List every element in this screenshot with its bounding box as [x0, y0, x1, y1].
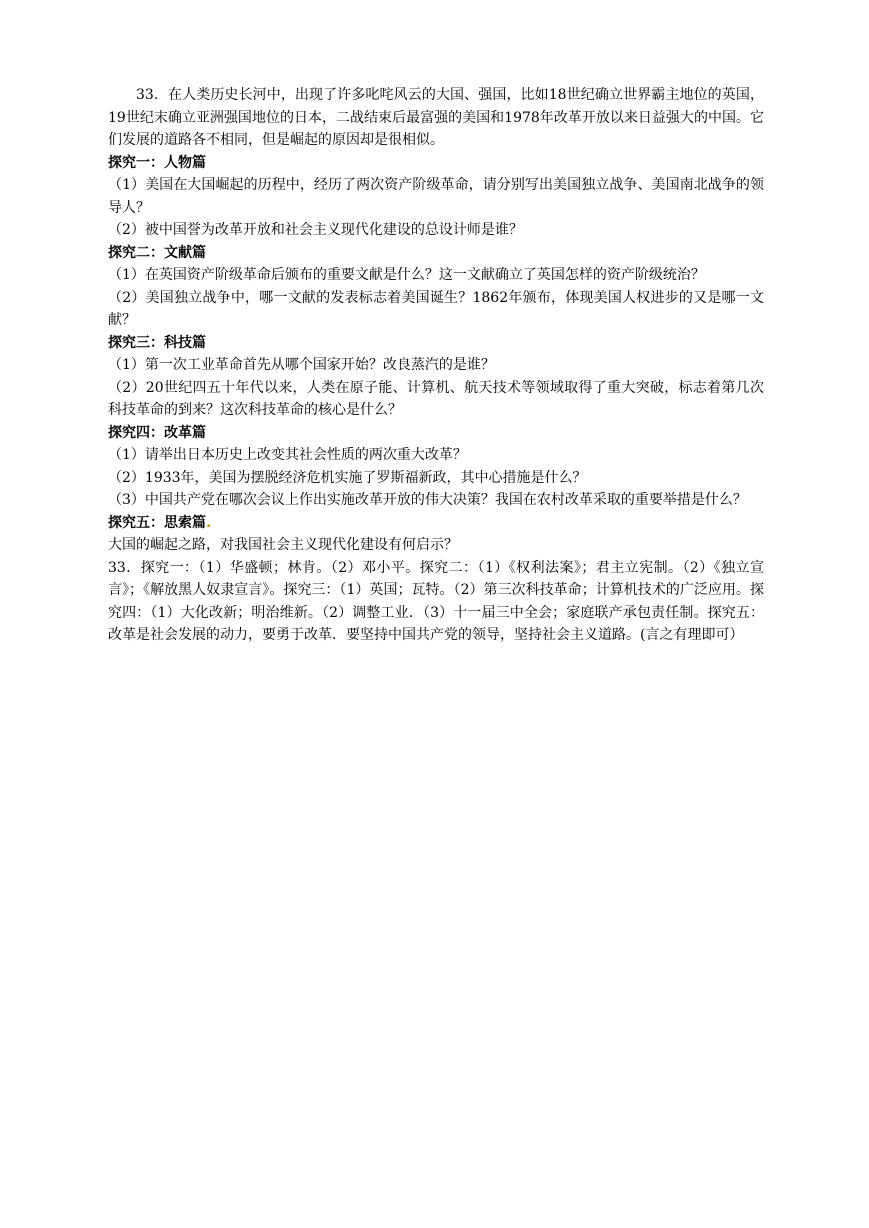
section-title: 探究四：改革篇: [108, 424, 206, 441]
section-title: 探究一：人物篇: [108, 154, 206, 171]
question-item: （2）被中国誉为改革开放和社会主义现代化建设的总设计师是谁？: [108, 222, 523, 238]
section-title: 探究三：科技篇: [108, 334, 206, 351]
question-item: （1）第一次工业革命首先从哪个国家开始？改良蒸汽的是谁？: [108, 357, 495, 373]
document-page: [108, 84, 764, 647]
section-title: 探究二：文献篇: [108, 244, 206, 261]
section-2: [108, 242, 764, 332]
question-item: （1）在英国资产阶级革命后颁布的重要文献是什么？这一文献确立了英国怎样的资产阶级统治？: [108, 267, 705, 283]
question-item: （2）1933年，美国为摆脱经济危机实施了罗斯福新政，其中心措施是什么？: [108, 469, 587, 486]
section-title: 探究五：思索篇: [108, 514, 206, 531]
question-item: （2）美国独立战争中，哪一文献的发表标志着美国诞生？1862年颁布，体现美国人权进步的又是哪一文献？: [108, 289, 764, 328]
section-3: [108, 332, 764, 422]
section-title-with-dot: [108, 512, 764, 535]
question-item: （1）美国在大国崛起的历程中，经历了两次资产阶级革命，请分别写出美国独立战争、美国南北战争的领导人？: [108, 177, 764, 216]
section-5: [108, 512, 764, 557]
question-item: （3）中国共产党在哪次会议上作出实施改革开放的伟大决策？我国在农村改革采取的重要举措是什么？: [108, 492, 747, 508]
answer-paragraph: 33．探究一：（1）华盛顿；林肯。（2）邓小平。探究二：（1）《权利法案》；君主立宪制。（2）《独立宣言》；《解放黑人奴隶宣言》。探究三：（1）英国；瓦特。（2）第三次科技革命；计算机技术的广泛应用。探究四：（1）大化改新；明治维新。（2）调整工业．（3）十一届三中全会；家庭联产承包责任制。探究五：改革是社会发展的动力，要勇于改革．要坚持中国共产党的领导，坚持社会主义道路。(言之有理即可）: [108, 559, 764, 643]
section-4: [108, 422, 764, 512]
question-item: （1）请举出日本历史上改变其社会性质的两次重大改革？: [108, 447, 467, 463]
question-item: （2）20世纪四五十年代以来，人类在原子能、计算机、航天技术等领域取得了重大突破，标志着第几次科技革命的到来？这次科技革命的核心是什么？: [108, 379, 764, 418]
question-item: 大国的崛起之路，对我国社会主义现代化建设有何启示？: [108, 537, 458, 553]
section-1: [108, 152, 764, 242]
dot-mark-icon: .: [206, 514, 212, 531]
intro-paragraph: 33．在人类历史长河中，出现了许多叱咤风云的大国、强国，比如18世纪确立世界霸主地位的英国，19世纪末确立亚洲强国地位的日本，二战结束后最富强的美国和1978年改革开放以来日益强大的中国。它们发展的道路各不相同，但是崛起的原因却是很相似。: [108, 87, 764, 148]
